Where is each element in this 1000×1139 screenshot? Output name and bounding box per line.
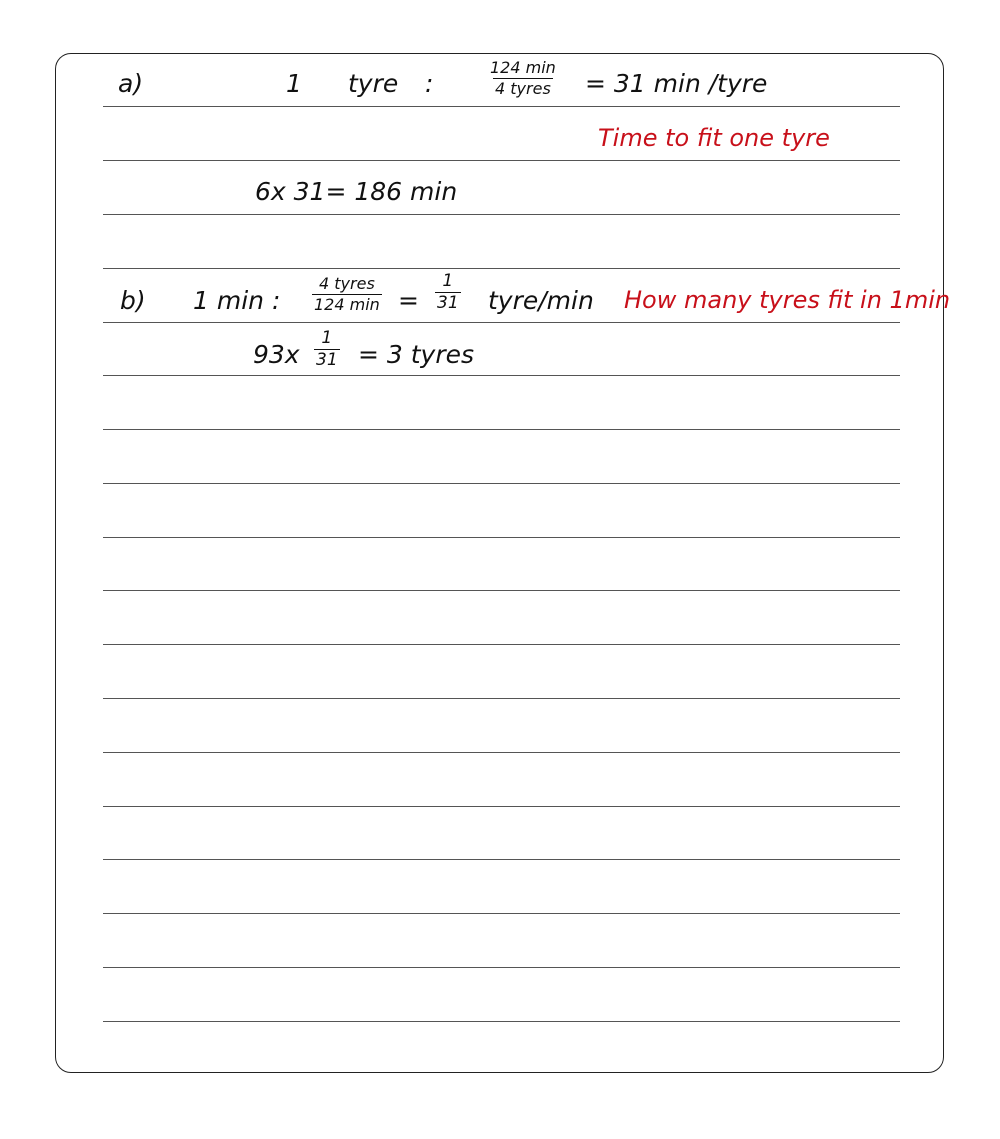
part-b-unit-fraction-denominator: 31 — [437, 293, 459, 313]
part-a-fraction-numerator: 124 min — [490, 58, 556, 77]
part-b-calc-numerator: 1 — [321, 328, 333, 348]
part-a-colon: : — [425, 69, 434, 98]
rule-line — [103, 1021, 900, 1022]
rule-line — [103, 214, 900, 215]
part-b-unit-fraction-numerator: 1 — [442, 271, 454, 291]
part-b-rate-unit: tyre/min — [488, 286, 594, 315]
part-b-annotation: How many tyres fit in 1min — [624, 286, 951, 314]
part-a-unit-one: 1 — [286, 69, 302, 98]
rule-line — [103, 375, 900, 376]
part-a-annotation: Time to fit one tyre — [598, 124, 830, 152]
part-b-unit: 1 min : — [193, 286, 281, 315]
rule-line — [103, 268, 900, 269]
rule-line — [103, 537, 900, 538]
part-a-unit-word: tyre — [348, 69, 399, 98]
part-b-label: b) — [120, 286, 146, 315]
rule-line — [103, 698, 900, 699]
rule-line — [103, 859, 900, 860]
part-a-result: = 31 min /tyre — [585, 69, 768, 98]
part-b-fraction — [312, 276, 382, 313]
rule-line — [103, 160, 900, 161]
answer-sheet — [55, 53, 944, 1073]
part-b-calc-fraction — [314, 330, 340, 369]
part-a-calculation: 6x 31= 186 min — [255, 177, 458, 206]
rule-line — [103, 967, 900, 968]
part-b-unit-fraction — [435, 273, 461, 312]
rule-line — [103, 322, 900, 323]
rule-line — [103, 913, 900, 914]
part-b-calc-denominator: 31 — [316, 350, 338, 370]
rule-line — [103, 590, 900, 591]
part-b-fraction-numerator: 4 tyres — [319, 274, 375, 293]
part-a-fraction-denominator: 4 tyres — [495, 79, 551, 98]
part-b-calc-right: = 3 tyres — [358, 340, 475, 369]
part-a-label: a) — [118, 69, 144, 98]
rule-line — [103, 429, 900, 430]
rule-line — [103, 644, 900, 645]
part-a-fraction — [488, 60, 558, 97]
part-b-calc-left: 93x — [253, 340, 300, 369]
rule-line — [103, 106, 900, 107]
part-b-fraction-denominator: 124 min — [314, 295, 380, 314]
rule-line — [103, 752, 900, 753]
rule-line — [103, 483, 900, 484]
part-b-equals: = — [398, 286, 419, 315]
rule-line — [103, 806, 900, 807]
